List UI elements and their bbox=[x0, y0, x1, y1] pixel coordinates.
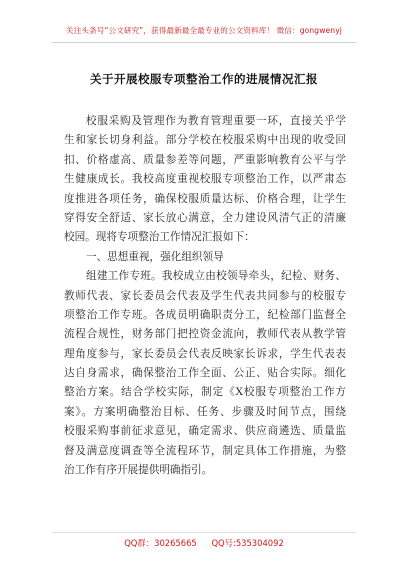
body-line: 校服采购及管理作为教育管理重要一环，直接关乎学 bbox=[86, 115, 346, 127]
body-line: 组建工作专班。我校成立由校领导牵头，纪检、财务、 bbox=[86, 270, 346, 283]
body-line: 达自身需求，确保整治工作全面、公正、贴合实际。细化 bbox=[64, 367, 346, 380]
body-line: 一、思想重视，强化组织领导 bbox=[86, 250, 224, 263]
body-line: 生和家长切身利益。部分学校在校服采购中出现的收受回 bbox=[64, 134, 346, 147]
body-line: 教师代表、家长委员会代表及学生代表共同参与的校服专 bbox=[64, 289, 346, 302]
body-line: 校服采购事前征求意见，确定需求、供应商遴选、质量监 bbox=[64, 425, 346, 438]
body-line: 生健康成长。我校高度重视校服专项整治工作，以严肃态 bbox=[64, 173, 346, 186]
body-line: 整治方案。结合学校实际，制定《X校服专项整治工作方 bbox=[64, 386, 346, 399]
body-line: 督及满意度调查等全流程环节，制定具体工作措施，为整 bbox=[64, 444, 346, 457]
document-title: 关于开展校服专项整治工作的进展情况汇报 bbox=[90, 72, 318, 86]
header-divider bbox=[52, 42, 356, 43]
body-line: 穿得安全舒适、家长放心满意，全力建设风清气正的清廉 bbox=[64, 211, 346, 224]
body-line: 扣、价格虚高、质量参差等问题，严重影响教育公平与学 bbox=[64, 153, 346, 166]
body-line: 流程合规性，财务部门把控资金流向，教师代表从教学管 bbox=[64, 328, 346, 341]
footer-qq-number: QQ号:535304092 bbox=[211, 538, 284, 548]
footer-contact bbox=[0, 537, 408, 549]
header-promo-note: 关注头条号“公文研究”，获得最新最全最专业的公文资料库！ 微信：gongwenyj bbox=[66, 26, 342, 35]
footer-divider bbox=[52, 532, 356, 533]
body-line: 项整治工作专班。各成员明确职责分工，纪检部门监督全 bbox=[64, 308, 346, 321]
footer-qq-group: QQ群：30265665 bbox=[124, 538, 197, 548]
body-line: 理角度参与，家长委员会代表反映家长诉求，学生代表表 bbox=[64, 347, 346, 360]
body-line: 度推进各项任务，确保校服质量达标、价格合理，让学生 bbox=[64, 192, 346, 205]
body-line: 治工作有序开展提供明确指引。 bbox=[64, 464, 213, 477]
body-line: 案》。方案明确整治目标、任务、步骤及时间节点，围绕 bbox=[64, 405, 346, 418]
document-body bbox=[64, 112, 346, 480]
body-line: 校园。现将专项整治工作情况汇报如下： bbox=[64, 231, 255, 244]
